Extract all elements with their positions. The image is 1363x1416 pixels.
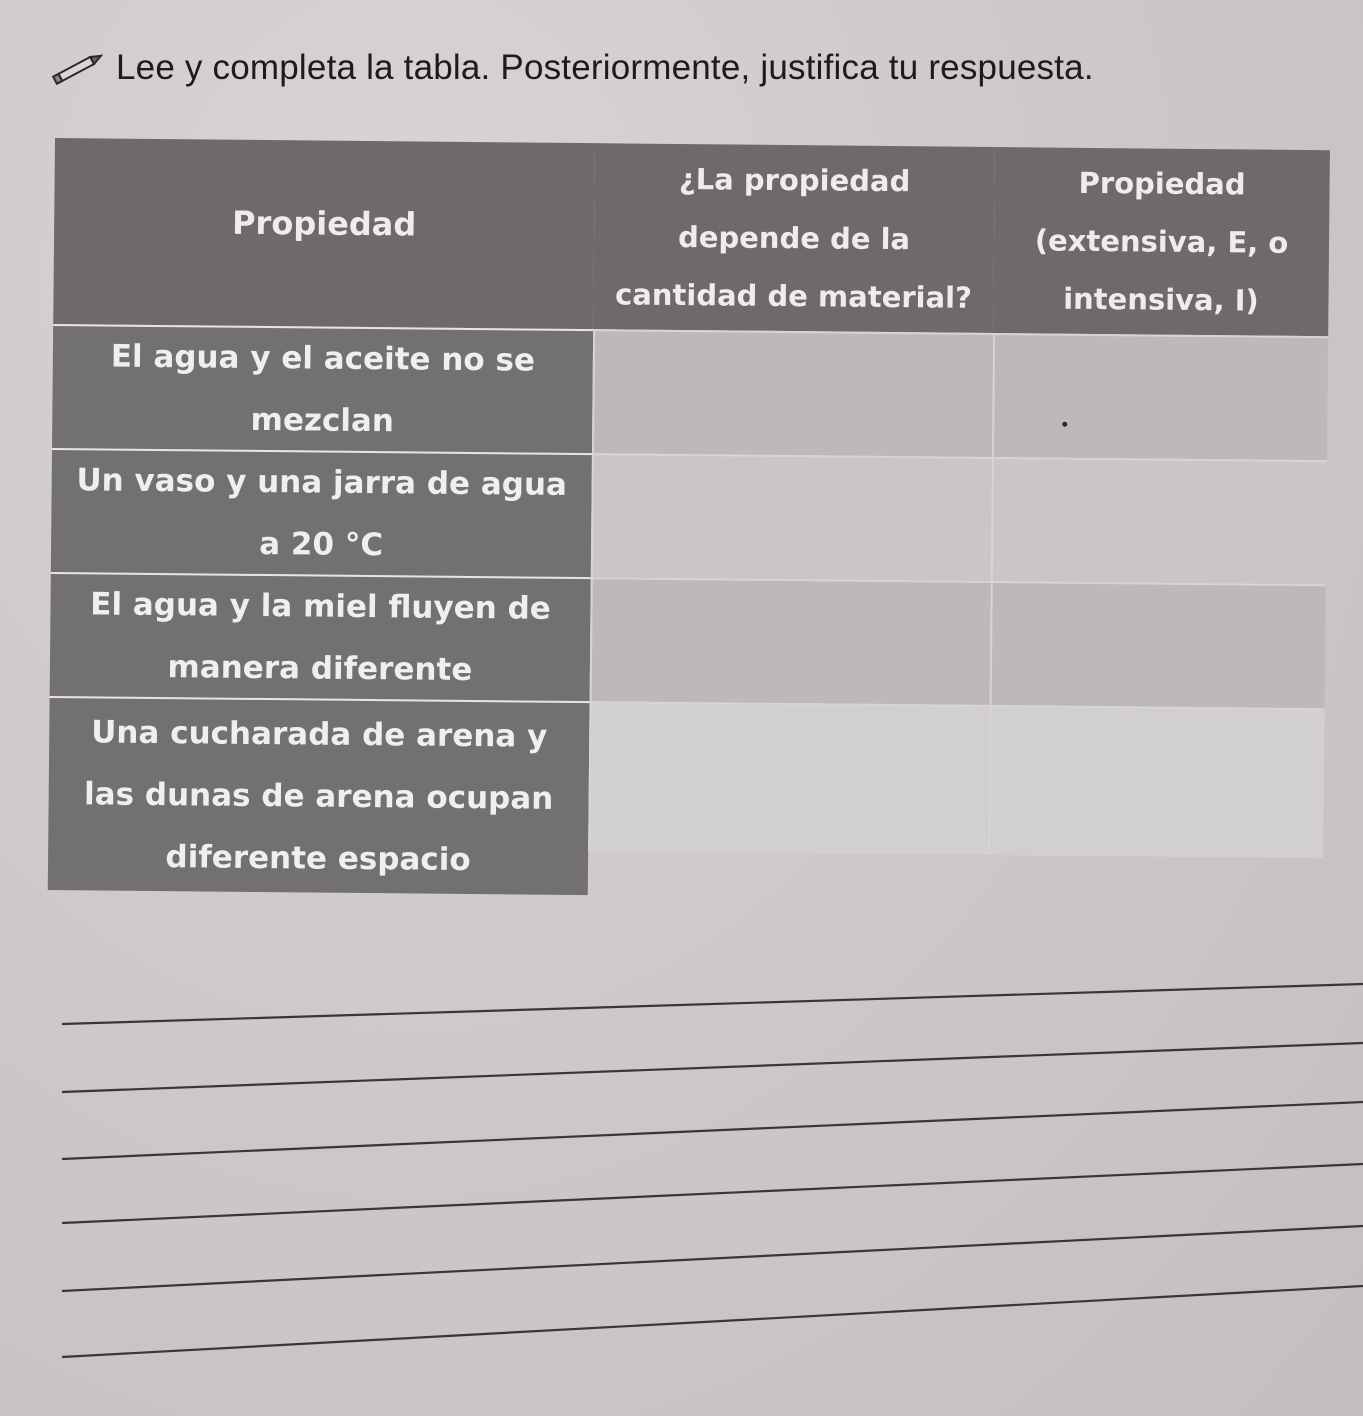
instruction-text: Lee y completa la tabla. Posteriormente, justifica tu respuesta. [116, 48, 1094, 87]
row-label-line: diferente espacio [165, 839, 471, 879]
header-depende-line: depende de la [677, 219, 911, 257]
answer-line[interactable] [62, 1164, 1363, 1223]
header-depende-line: cantidad de material? [614, 277, 973, 315]
header-tipo-line: intensiva, I) [1063, 281, 1259, 318]
row-label-line: las dunas de arena ocupan [83, 776, 554, 817]
row-label-line: El agua y la miel fluyen de [90, 586, 551, 627]
header-tipo-line: Propiedad [1078, 165, 1246, 202]
answer-line[interactable] [62, 1286, 1363, 1357]
answer-line[interactable] [62, 1043, 1363, 1092]
row-label-line: mezclan [250, 401, 395, 440]
row-label-line: manera diferente [167, 649, 473, 689]
header-propiedad-label: Propiedad [231, 203, 417, 244]
row-label-line: Un vaso y una jarra de agua [76, 462, 568, 503]
row-label-line: El agua y el aceite no se [110, 338, 536, 379]
row-label-line: a 20 °C [258, 525, 384, 564]
header-depende-line: ¿La propiedad [678, 161, 911, 199]
answer-line[interactable] [62, 1102, 1363, 1159]
row-label-line: Una cucharada de arena y [91, 714, 548, 755]
answer-line[interactable] [62, 984, 1363, 1024]
answer-line[interactable] [62, 1226, 1363, 1291]
header-tipo-line: (extensiva, E, o [1034, 223, 1289, 260]
